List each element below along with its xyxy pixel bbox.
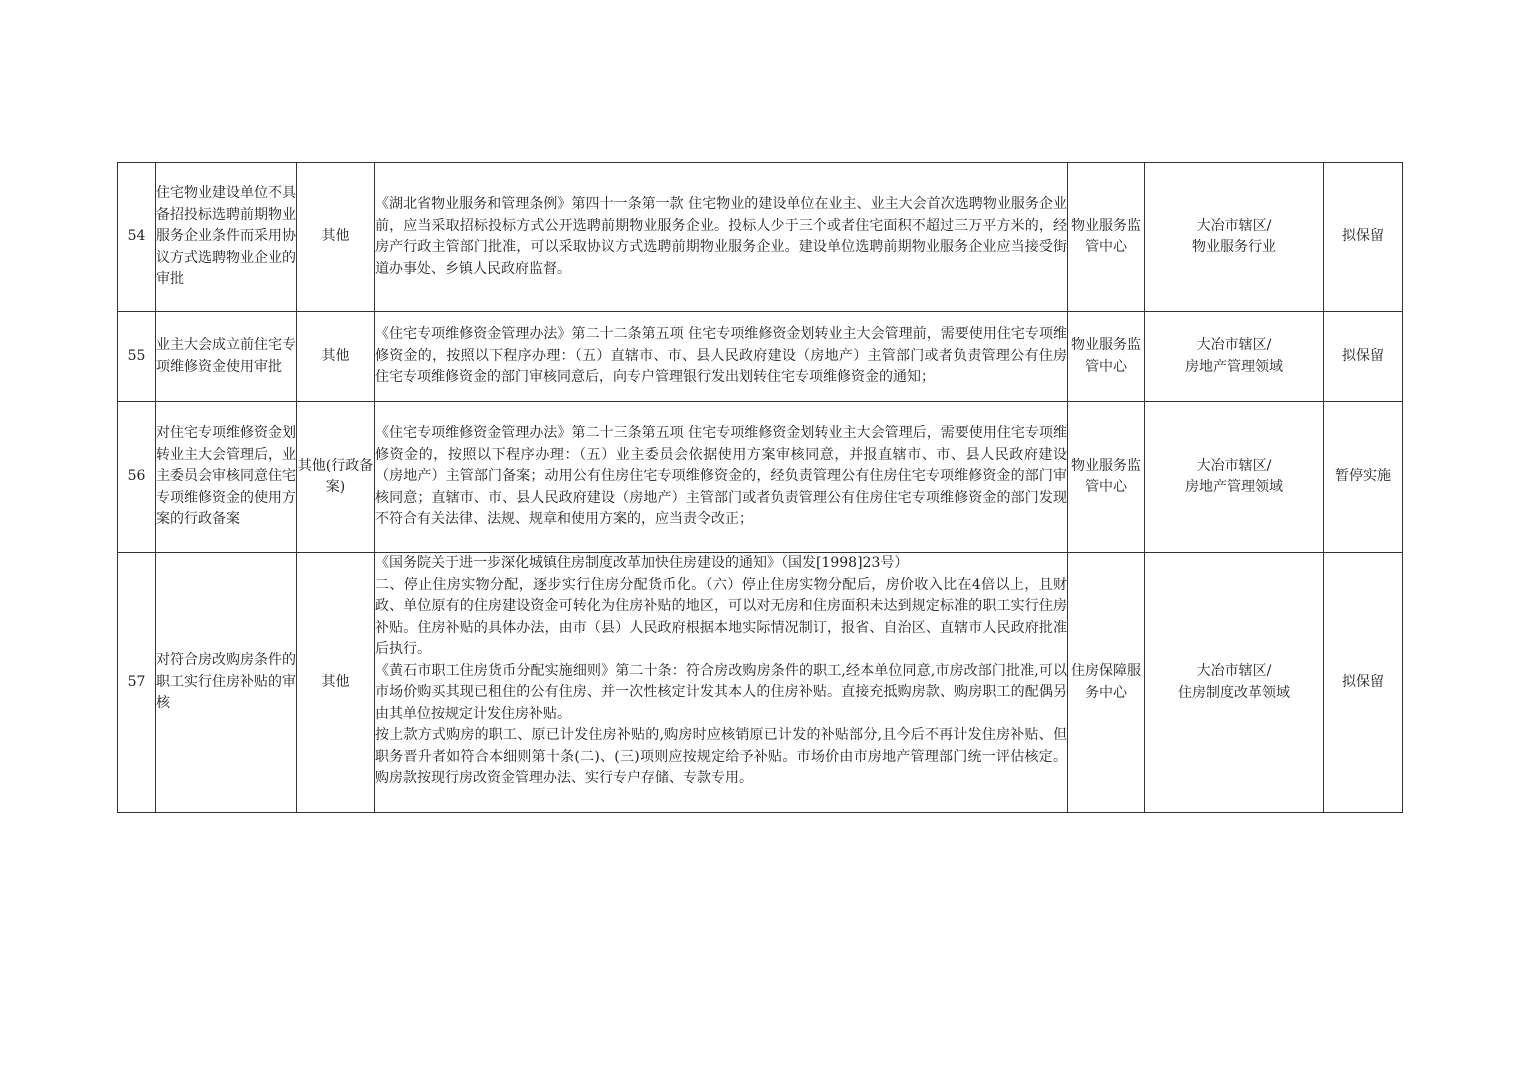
legal-basis-paragraph: 二、停止住房实物分配，逐步实行住房分配货币化。（六）停止住房实物分配后，房价收入比在4倍以上，且财政、单位原有的住房建设资金可转化为住房补贴的地区，可以对无房和住房面积未达到规定标准的职工实行住房补贴。住房补贴的具体办法，由市（县）人民政府根据本地实际情况制订，报省、自治区、直辖市人民政府批准后执行。: [375, 576, 1067, 657]
item-name: 业主大会成立前住宅专项维修资金使用审批: [156, 312, 297, 402]
row-number: 56: [118, 402, 156, 553]
item-name: 住宅物业建设单位不具备招投标选聘前期物业服务企业条件而采用协议方式选聘物业企业的审批: [156, 163, 297, 312]
item-name: 对住宅专项维修资金划转业主大会管理后，业主委员会审核同意住宅专项维修资金的使用方案的行政备案: [156, 402, 297, 553]
disposition: 拟保留: [1324, 163, 1403, 312]
legal-basis-paragraph: 《湖北省物业服务和管理条例》第四十一条第一款 住宅物业的建设单位在业主、业主大会首次选聘物业服务企业前，应当采取招标投标方式公开选聘前期物业服务企业。投标人少于三个或者住宅面积不超过三万平方米的，经房产行政主管部门批准，可以采取协议方式选聘前期物业服务企业。建设单位选聘前期物业服务企业应当接受街道办事处、乡镇人民政府监督。: [375, 196, 1067, 277]
legal-basis-paragraph: 《黄石市职工住房货币分配实施细则》第二十条：符合房改购房条件的职工,经本单位同意,市房改部门批准,可以市场价购买其现已租住的公有住房、并一次性核定计发其本人的住房补贴。直接充抵购房款、购房职工的配偶另由其单位按规定计发住房补贴。: [375, 662, 1067, 722]
responsible-department: 物业服务监管中心: [1068, 312, 1145, 402]
legal-basis-paragraph: 《住宅专项维修资金管理办法》第二十三条第五项 住宅专项维修资金划转业主大会管理后，需要使用住宅专项维修资金的，按照以下程序办理：（五）业主委员会依据使用方案审核同意，并报直辖市、市、县人民政府建设（房地产）主管部门备案；动用公有住房住宅专项维修资金的，经负责管理公有住房住宅专项维修资金的部门审核同意；直辖市、市、县人民政府建设（房地产）主管部门或者负责管理公有住房住宅专项维修资金的部门发现不符合有关法律、法规、规章和使用方案的，应当责令改正；: [375, 425, 1067, 528]
jurisdiction-area: [1145, 553, 1324, 813]
item-type: 其他: [297, 553, 375, 813]
area-line: 房地产管理领域: [1185, 358, 1283, 375]
area-line: 房地产管理领域: [1185, 479, 1283, 495]
legal-basis-paragraph: 《住宅专项维修资金管理办法》第二十二条第五项 住宅专项维修资金划转业主大会管理前，需要使用住宅专项维修资金的，按照以下程序办理：（五）直辖市、市、县人民政府建设（房地产）主管部门或者负责管理公有住房住宅专项维修资金的部门审核同意后，向专户管理银行发出划转住宅专项维修资金的通知；: [375, 326, 1067, 386]
responsible-department: 物业服务监管中心: [1068, 163, 1145, 312]
legal-basis-paragraph: 按上款方式购房的职工、原已计发住房补贴的,购房时应核销原已计发的补贴部分,且今后不再计发住房补贴、但职务晋升者如符合本细则第十条(二)、(三)项则应按规定给予补贴。市场价由市房地产管理部门统一评估核定。购房款按现行房改资金管理办法、实行专户存储、专款专用。: [375, 727, 1067, 786]
row-number: 54: [118, 163, 156, 312]
legal-basis-paragraph: 《国务院关于进一步深化城镇住房制度改革加快住房建设的通知》（国发[1998]23号）: [375, 555, 909, 571]
jurisdiction-area: [1145, 312, 1324, 402]
table-row: [118, 402, 1403, 553]
jurisdiction-area: [1145, 402, 1324, 553]
area-line: 物业服务行业: [1192, 239, 1276, 255]
disposition: 暂停实施: [1324, 402, 1403, 553]
disposition: 拟保留: [1324, 553, 1403, 813]
area-line: 大冶市辖区/: [1196, 457, 1272, 474]
responsible-department: 物业服务监管中心: [1068, 402, 1145, 553]
area-line: 住房制度改革领域: [1178, 684, 1290, 701]
legal-basis: [375, 553, 1068, 813]
jurisdiction-area: [1145, 163, 1324, 312]
area-line: 大冶市辖区/: [1196, 663, 1272, 679]
legal-basis: [375, 402, 1068, 553]
legal-basis: [375, 163, 1068, 312]
item-type: 其他: [297, 312, 375, 402]
table-row: [118, 312, 1403, 402]
row-number: 57: [118, 553, 156, 813]
legal-basis: [375, 312, 1068, 402]
table-row: [118, 553, 1403, 813]
item-name: 对符合房改购房条件的职工实行住房补贴的审核: [156, 553, 297, 813]
area-line: 大冶市辖区/: [1196, 337, 1272, 353]
item-type: 其他: [297, 163, 375, 312]
disposition: 拟保留: [1324, 312, 1403, 402]
table-row: [118, 163, 1403, 312]
row-number: 55: [118, 312, 156, 402]
area-line: 大冶市辖区/: [1196, 217, 1272, 234]
table-body: [118, 163, 1403, 813]
responsible-department: 住房保障服务中心: [1068, 553, 1145, 813]
policy-table: [117, 162, 1403, 813]
item-type: 其他(行政备案): [297, 402, 375, 553]
